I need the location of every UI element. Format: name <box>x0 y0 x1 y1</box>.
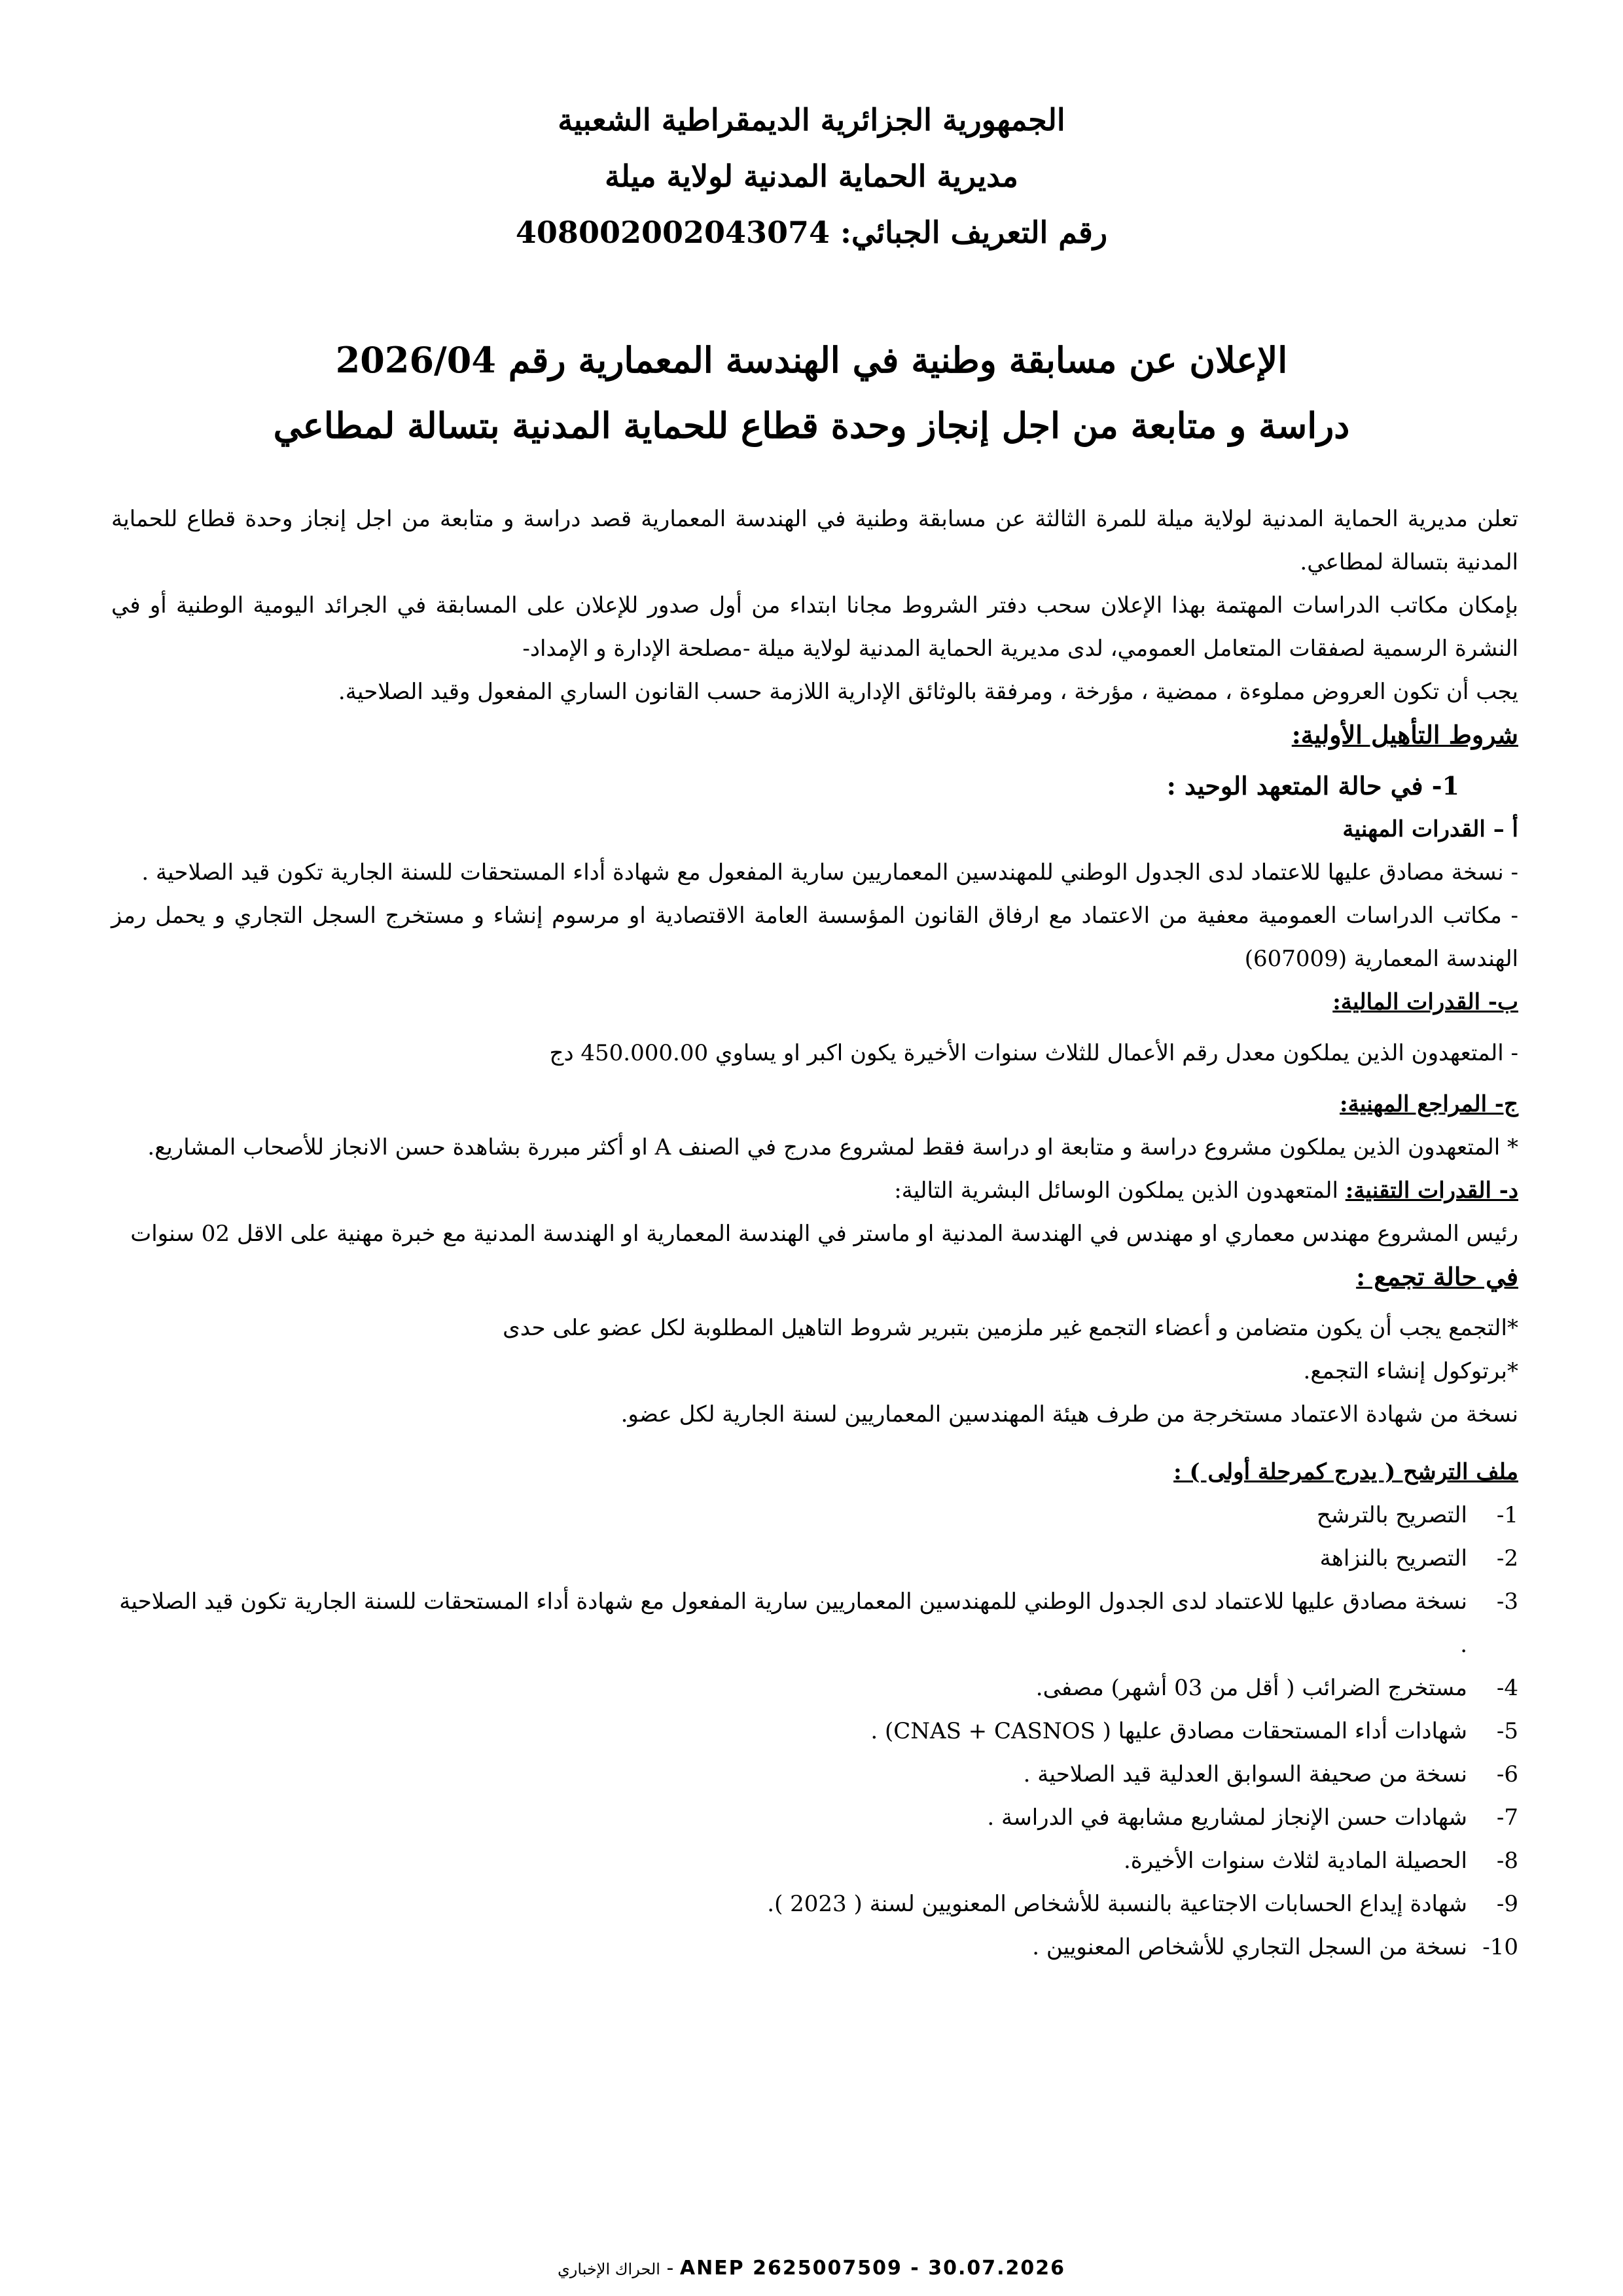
dossier-item-text: نسخة من السجل التجاري للأشخاص المعنويين . <box>1032 1934 1467 1960</box>
group-item-1: *التجمع يجب أن يكون متضامن و أعضاء التجمع غير ملزمين بتبرير شروط التاهيل المطلوبة لكل عضو على حدى <box>503 1315 1518 1341</box>
technical-capacity-intro: المتعهدون الذين يملكون الوسائل البشرية التالية: <box>894 1177 1338 1204</box>
dossier-item <box>111 1882 1518 1926</box>
conditions-heading: شروط التأهيل الأولية: <box>1291 720 1518 749</box>
professional-capacity-heading: أ – القدرات المهنية <box>1342 816 1518 842</box>
dossier-item <box>111 1753 1518 1796</box>
dossier-item-text: نسخة مصادق عليها للاعتماد لدى الجدول الوطني للمهندسين المعماريين سارية المفعول مع شهادة أداء المستحقات للسنة الجارية تكون قيد الصلاحية . <box>119 1588 1467 1658</box>
dossier-item-text: التصريح بالترشح <box>1316 1502 1467 1528</box>
group-heading: في حالة تجمع : <box>1356 1262 1518 1291</box>
dossier-list <box>111 1494 1518 1969</box>
group-item-3: نسخة من شهادة الاعتماد مستخرجة من طرف هيئة المهندسين المعماريين لسنة الجارية لكل عضو. <box>620 1401 1518 1427</box>
technical-item-1: رئيس المشروع مهندس معماري او مهندس في الهندسة المدنية او ماستر في الهندسة المعمارية او الهندسة المدنية مع خبرة مهنية على الاقل 02 سنوات <box>130 1221 1518 1247</box>
references-heading: ج- المراجع المهنية: <box>1340 1091 1518 1117</box>
dossier-item-number: 5- <box>1496 1718 1518 1744</box>
dossier-item <box>111 1537 1518 1580</box>
dossier-item <box>111 1839 1518 1882</box>
dossier-item <box>111 1796 1518 1839</box>
header-directorate: مديرية الحماية المدنية لولاية ميلة <box>605 158 1018 194</box>
references-item-1: * المتعهدون الذين يملكون مشروع دراسة و متابعة او دراسة فقط لمشروع مدرج في الصنف A او أكثر مبررة بشاهدة حسن الانجاز للأصحاب المشاريع. <box>147 1134 1518 1160</box>
dossier-item-text: الحصيلة المادية لثلاث سنوات الأخيرة. <box>1123 1848 1467 1874</box>
dossier-item-number: 6- <box>1496 1761 1518 1787</box>
announcement-title <box>0 327 1623 458</box>
dossier-item-number: 4- <box>1496 1675 1518 1701</box>
header-tax-id: رقم التعريف الجبائي: 408002002043074 <box>515 215 1108 250</box>
title-line-1: الإعلان عن مسابقة وطنية في الهندسة المعمارية رقم 2026/04 <box>335 339 1288 381</box>
header-republic: الجمهورية الجزائرية الديمقراطية الشعبية <box>558 102 1065 137</box>
dossier-item-text: نسخة من صحيفة السوابق العدلية قيد الصلاحية . <box>1023 1761 1467 1787</box>
financial-capacity-heading: ب- القدرات المالية: <box>1332 989 1518 1015</box>
dossier-item-text: شهادات حسن الإنجاز لمشاريع مشابهة في الدراسة . <box>987 1804 1467 1831</box>
dossier-heading: ملف الترشح ( يدرج كمرحلة أولى ) : <box>1173 1459 1518 1485</box>
footer-anep-reference: ANEP 2625007509 - 30.07.2026 <box>679 2257 1065 2280</box>
footer-publisher: الحراك الإخباري <box>558 2260 660 2278</box>
document-header <box>0 92 1623 260</box>
intro-paragraph-2: بإمكان مكاتب الدراسات المهتمة بهذا الإعلان سحب دفتر الشروط مجانا ابتداء من أول صدور للإعلان على المسابقة في الجرائد اليومية الوطنية أو في النشرة الرسمية لصفقات المتعامل العمومي، لدى مديرية الحماية المدنية لولاية ميلة -مصلحة الإدارة و الإمداد- <box>111 592 1518 662</box>
title-line-2: دراسة و متابعة من اجل إنجاز وحدة قطاع للحماية المدنية بتسالة لمطاعي <box>273 404 1350 446</box>
dossier-item-number: 7- <box>1496 1804 1518 1831</box>
dossier-item-number: 2- <box>1496 1545 1518 1571</box>
group-item-2: *برتوكول إنشاء التجمع. <box>1303 1358 1518 1384</box>
announcement-body <box>111 497 1518 1969</box>
dossier-item-text: شهادات أداء المستحقات مصادق عليها ( CNAS + CASNOS) . <box>870 1718 1467 1744</box>
dossier-item-number: 10- <box>1482 1934 1518 1960</box>
technical-capacity-line <box>111 1169 1518 1212</box>
single-bidder-heading: 1- في حالة المتعهد الوحيد : <box>1166 771 1459 800</box>
dossier-item-number: 1- <box>1496 1502 1518 1528</box>
publication-footer: الحراك الإخباري - ANEP 2625007509 - 30.07.2026 <box>558 2257 1065 2280</box>
dossier-item-number: 9- <box>1496 1891 1518 1917</box>
professional-item-2: - مكاتب الدراسات العمومية معفية من الاعتماد مع ارفاق القانون المؤسسة العامة الاقتصادية او مرسوم إنشاء و مستخرج السجل التجاري و يحمل رمز الهندسة المعمارية (607009) <box>111 903 1518 972</box>
dossier-item-text: مستخرج الضرائب ( أقل من 03 أشهر) مصفى. <box>1035 1675 1467 1701</box>
technical-capacity-heading: د- القدرات التقنية: <box>1345 1177 1518 1204</box>
dossier-item-number: 3- <box>1496 1588 1518 1615</box>
dossier-item-text: شهادة إيداع الحسابات الاجتاعية بالنسبة للأشخاص المعنويين لسنة ( 2023 ). <box>767 1891 1467 1917</box>
intro-paragraph-1: تعلن مديرية الحماية المدنية لولاية ميلة للمرة الثالثة عن مسابقة وطنية في الهندسة المعمارية قصد دراسة و متابعة من اجل إنجاز وحدة قطاع للحماية المدنية بتسالة لمطاعي. <box>111 506 1518 575</box>
dossier-item <box>111 1666 1518 1710</box>
intro-paragraph-3: يجب أن تكون العروض مملوءة ، ممضية ، مؤرخة ، ومرفقة بالوثائق الإدارية اللازمة حسب القانون الساري المفعول وقيد الصلاحية. <box>338 679 1518 705</box>
dossier-item <box>111 1926 1518 1969</box>
financial-item-1: - المتعهدون الذين يملكون معدل رقم الأعمال للثلاث سنوات الأخيرة يكون اكبر او يساوي 450.000.00 دج <box>549 1040 1518 1066</box>
dossier-item <box>111 1494 1518 1537</box>
dossier-item <box>111 1580 1518 1666</box>
dossier-item-number: 8- <box>1496 1848 1518 1874</box>
dossier-item <box>111 1710 1518 1753</box>
dossier-item-text: التصريح بالنزاهة <box>1319 1545 1467 1571</box>
professional-item-1: - نسخة مصادق عليها للاعتماد لدى الجدول الوطني للمهندسين المعماريين سارية المفعول مع شهادة أداء المستحقات للسنة الجارية تكون قيد الصلاحية . <box>141 859 1518 886</box>
